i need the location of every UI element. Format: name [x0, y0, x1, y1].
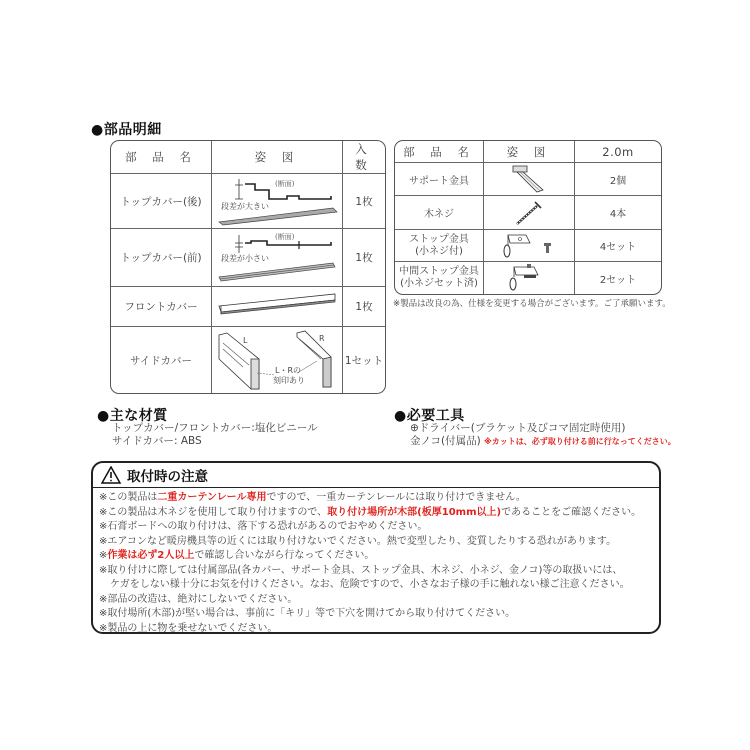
part-name: 中間ストップ金具 (小ネジセット済) [395, 262, 484, 294]
caution-line: ※取付場所(木部)が堅い場合は、事前に「キリ」等で下穴を開けてから取り付けてください。 [99, 608, 516, 619]
part-qty: 2セット [599, 274, 637, 286]
caution-line: ※この製品は木ネジを使用して取り付けますので、取り付け場所が木部(板厚10mm以上)であることをご確認ください。 [99, 506, 642, 518]
part-name: フロントカバー [111, 287, 212, 327]
figure-front-cover [212, 287, 343, 327]
figure-middle-stop-bracket [484, 262, 575, 294]
support-bracket-icon [499, 164, 559, 194]
figure-side-cover [212, 327, 343, 393]
stop-bracket-icon [494, 231, 564, 261]
tool-line: 金ノコ(付属品) ※カットは、必ず取り付ける前に行なってください。 [410, 435, 676, 447]
tool-line: ⊕ドライバー(ブラケット及びコマ固定時使用) [410, 422, 626, 434]
label-r: R [319, 334, 325, 343]
tools-list [410, 422, 676, 448]
figure-wood-screw [484, 196, 575, 230]
caution-line: ケガをしない様十分にお気を付けください。なお、危険ですので、小さなお子様の手に触れない様ご注意ください。 [110, 579, 630, 590]
caution-title: 取付時の注意 [127, 469, 208, 485]
col-header-qty: 入 数 [343, 141, 385, 174]
caution-line: ※この製品は二重カーテンレール専用ですので、一重カーテンレールには取り付けできません。 [99, 492, 526, 503]
part-qty: 1枚 [343, 229, 385, 287]
wood-screw-icon [499, 198, 559, 228]
material-line: トップカバー/フロントカバー:塩化ビニール [112, 422, 318, 434]
col-header-name: 部 品 名 [111, 141, 212, 174]
table-row [111, 327, 385, 393]
part-name: トップカバー(前) [111, 229, 212, 287]
top-cover-front-illustration [213, 231, 341, 285]
caution-box [91, 461, 661, 634]
front-cover-illustration [213, 290, 341, 324]
label-l: L [243, 336, 248, 345]
caution-line: ※エアコンなど暖房機具等の近くには取り付けないでください。熱で変型したり、変質したりする恐れがあります。 [99, 535, 617, 547]
warning-triangle-icon [101, 466, 121, 484]
part-name: サポート金具 [395, 163, 484, 196]
top-cover-rear-illustration [213, 175, 341, 227]
col-header-length: 2.0m [575, 141, 661, 163]
svg-text:L・Rの: L・Rの [275, 366, 302, 375]
part-qty: 1セット [344, 354, 384, 367]
caution-line: ※取り付けに際しては付属部品(各カバー、サポート金具、ストップ金具、木ネジ、小ネジ、金ノコ)等の取扱いには、 [99, 564, 623, 576]
middle-stop-bracket-icon [494, 263, 564, 293]
svg-text:(断面): (断面) [275, 232, 295, 241]
caution-line: ※部品の改造は、絶対にしないでください。 [99, 593, 298, 605]
part-qty: 1枚 [343, 174, 385, 229]
caution-line: ※製品の上に物を乗せないでください。 [99, 622, 278, 634]
table-row [395, 163, 661, 196]
part-name: 木ネジ [395, 196, 484, 230]
table-row [395, 230, 661, 262]
table-row [111, 229, 385, 287]
figure-top-cover-front [212, 229, 343, 287]
caution-list [93, 488, 659, 634]
tools-heading: ●必要工具 [394, 408, 465, 424]
col-header-figure: 姿 図 [212, 141, 343, 174]
caution-title-bar [93, 463, 659, 488]
side-cover-illustration [213, 329, 341, 391]
materials-list [112, 422, 318, 448]
table-row [111, 287, 385, 327]
table-row [111, 174, 385, 229]
part-qty: 1枚 [343, 287, 385, 327]
table-row [395, 262, 661, 294]
spec-change-note: ※製品は改良の為、仕様を変更する場合がございます。ご了承願います。 [393, 299, 671, 309]
figure-stop-bracket [484, 230, 575, 262]
svg-text:(断面): (断面) [275, 180, 295, 188]
caution-line: ※石膏ボードへの取り付けは、落下する恐れがあるのでおやめください。 [99, 521, 428, 532]
svg-text:刻印あり: 刻印あり [273, 376, 305, 385]
caution-line: ※作業は必ず2人以上で確認し合いながら行なってください。 [99, 550, 375, 561]
part-name: トップカバー(後) [111, 174, 212, 229]
part-name: ストップ金具 (小ネジ付) [395, 230, 484, 262]
parts-heading: ●部品明細 [91, 122, 162, 138]
material-line: サイドカバー: ABS [112, 435, 202, 447]
part-qty: 4本 [575, 196, 661, 230]
parts-table-left [110, 140, 386, 394]
part-name: サイドカバー [111, 327, 212, 393]
col-header-name: 部 品 名 [395, 141, 484, 163]
figure-top-cover-rear [212, 174, 343, 229]
figure-support-bracket [484, 163, 575, 196]
part-qty: 2個 [575, 163, 661, 196]
table-row [395, 196, 661, 230]
part-qty: 4セット [575, 230, 661, 262]
cut-warning: ※カットは、必ず取り付ける前に行なってください。 [484, 437, 676, 446]
col-header-figure: 姿 図 [484, 141, 575, 163]
svg-text:段差が大きい: 段差が大きい [221, 202, 269, 211]
svg-text:段差が小さい: 段差が小さい [221, 253, 269, 263]
parts-table-right [394, 140, 662, 295]
materials-heading: ●主な材質 [97, 408, 168, 424]
